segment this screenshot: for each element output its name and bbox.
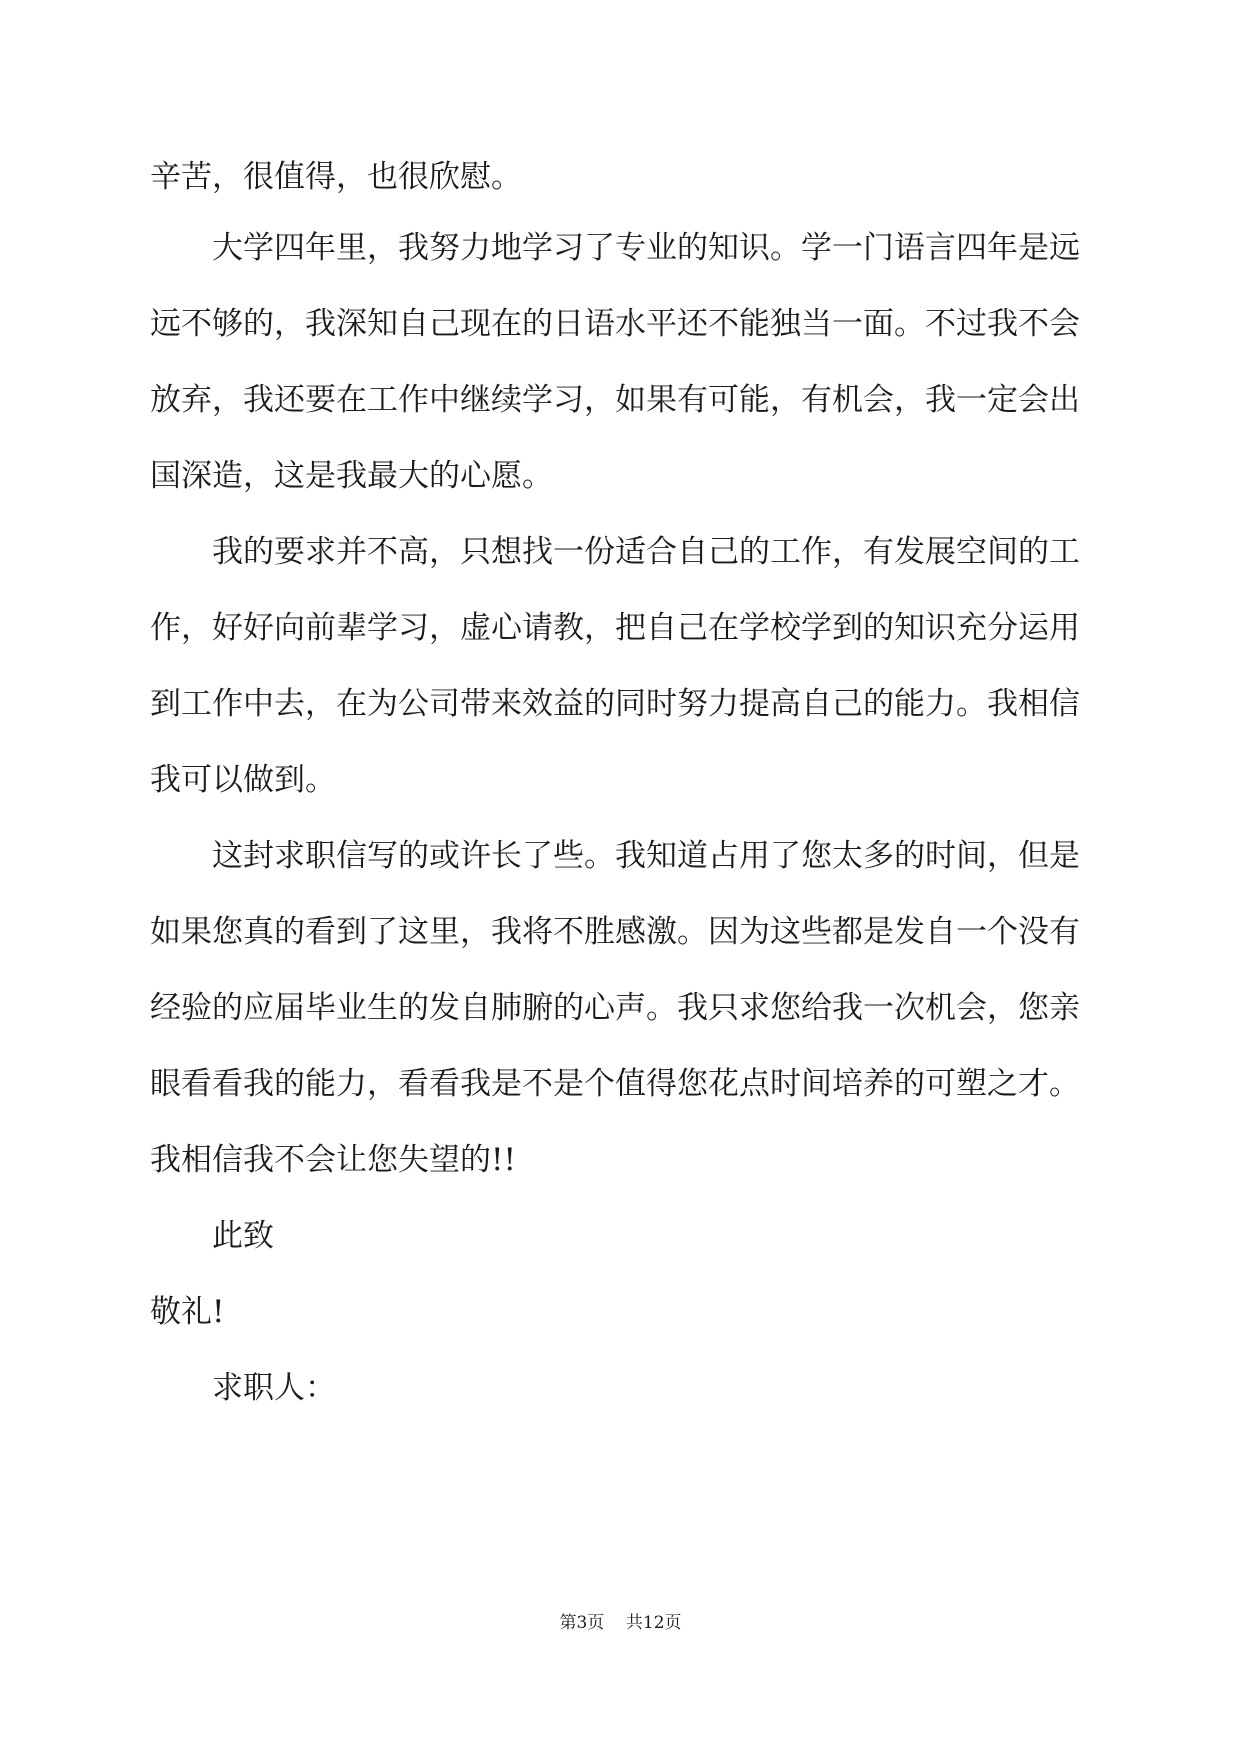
text-line: 眼看看我的能力，看看我是不是个值得您花点时间培养的可塑之才。	[150, 1066, 1080, 1102]
text-line: 国深造，这是我最大的心愿。	[150, 458, 553, 494]
page-footer	[0, 1612, 1241, 1634]
text-line: 如果您真的看到了这里，我将不胜感激。因为这些都是发自一个没有	[150, 914, 1080, 950]
text-line: 放弃，我还要在工作中继续学习，如果有可能，有机会，我一定会出	[150, 382, 1080, 418]
signature-label: 求职人：	[212, 1370, 336, 1406]
text-line: 远不够的，我深知自己现在的日语水平还不能独当一面。不过我不会	[150, 306, 1080, 342]
closing-regards: 敬礼!	[150, 1294, 225, 1330]
text-line: 经验的应届毕业生的发自肺腑的心声。我只求您给我一次机会，您亲	[150, 990, 1080, 1026]
page-number: 第3页	[559, 1613, 605, 1633]
text-line: 到工作中去，在为公司带来效益的同时努力提高自己的能力。我相信	[150, 686, 1080, 722]
text-line: 大学四年里，我努力地学习了专业的知识。学一门语言四年是远	[212, 230, 1080, 266]
text-line: 辛苦，很值得，也很欣慰。	[150, 159, 522, 195]
closing-salutation: 此致	[212, 1218, 274, 1254]
text-line: 这封求职信写的或许长了些。我知道占用了您太多的时间，但是	[212, 838, 1080, 874]
text-line: 我的要求并不高，只想找一份适合自己的工作，有发展空间的工	[212, 534, 1080, 570]
page-total: 共12页	[625, 1613, 682, 1633]
text-line: 我可以做到。	[150, 762, 336, 798]
text-line: 作，好好向前辈学习，虚心请教，把自己在学校学到的知识充分运用	[150, 610, 1080, 646]
text-line: 我相信我不会让您失望的!!	[150, 1142, 516, 1178]
